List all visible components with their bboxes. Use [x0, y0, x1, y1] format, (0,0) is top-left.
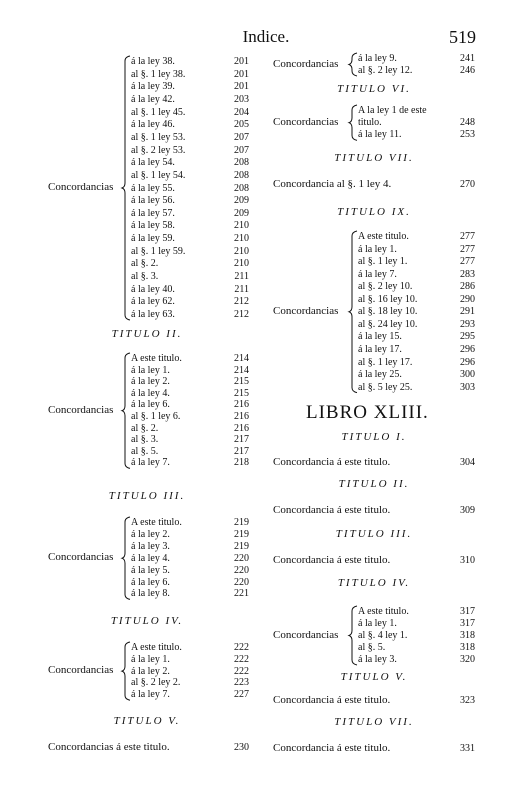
index-entry: al §. 3.	[131, 434, 159, 446]
page-ref: 246	[460, 65, 475, 76]
section-heading: TITULO VII.	[334, 152, 414, 164]
section-heading: TITULO V.	[113, 715, 181, 727]
page-ref: 227	[234, 689, 249, 701]
index-entry: á la ley 63.	[131, 309, 175, 320]
page-ref: 219	[234, 528, 249, 540]
index-entry: á la ley 4.	[131, 552, 170, 564]
page-ref: 277	[460, 256, 475, 268]
page-ref: 217	[234, 434, 249, 446]
page-ref: 300	[460, 369, 475, 381]
brace-icon	[349, 105, 359, 140]
page-ref: 216	[234, 411, 249, 422]
group-label: Concordancias	[48, 403, 114, 416]
index-entry: A este titulo.	[131, 642, 182, 653]
index-entry: al §. 2.	[131, 422, 159, 434]
page-ref: 208	[234, 169, 249, 181]
section-heading: TITULO I.	[341, 431, 407, 443]
page-ref: 210	[234, 258, 249, 270]
page-ref: 211	[234, 283, 249, 295]
index-entry: á la ley 57.	[131, 207, 175, 219]
page-ref: 323	[460, 695, 475, 706]
section-heading: TITULO III.	[108, 490, 186, 502]
page-ref: 207	[234, 144, 249, 156]
index-entry: al §. 1 ley 45.	[131, 106, 186, 118]
page-ref: 296	[460, 343, 475, 355]
page-ref: 221	[234, 588, 249, 600]
index-entry: á la ley 4.	[131, 387, 170, 399]
page-ref: 310	[460, 555, 475, 566]
index-entry: al §. 1 ley 54.	[131, 169, 186, 181]
page-ref: 320	[460, 654, 475, 665]
page-ref: 277	[460, 243, 475, 255]
index-entry: al §. 1 ley 1.	[358, 256, 408, 268]
section-heading: TITULO II.	[338, 478, 410, 490]
page-ref: 286	[460, 281, 475, 293]
page-ref: 317	[460, 618, 475, 629]
index-entry: al §. 24 ley 10.	[358, 318, 418, 330]
page-ref: 212	[234, 296, 249, 308]
page-ref: 253	[460, 129, 475, 141]
index-entry: al §. 1 ley 38.	[131, 68, 186, 80]
index-entry: al §. 4 ley 1.	[358, 630, 408, 641]
page-ref: 201	[234, 68, 249, 80]
index-entry: Concordancia á este titulo.	[273, 504, 391, 516]
group-label: Concordancias	[273, 628, 339, 641]
index-entry: á la ley 58.	[131, 220, 175, 232]
index-entry: á la ley 46.	[131, 119, 175, 131]
index-entry: á la ley 7.	[358, 268, 397, 280]
brace-icon	[122, 642, 132, 700]
page-ref: 216	[234, 399, 249, 411]
page-ref: 203	[234, 93, 249, 105]
section-heading: TITULO IX.	[337, 206, 411, 218]
group-label: Concordancias	[48, 181, 114, 193]
index-entry: á la ley 1.	[358, 243, 397, 255]
page-ref: 210	[234, 233, 249, 245]
page-ref: 331	[460, 743, 475, 754]
index-entry: á la ley 2.	[131, 528, 170, 540]
index-entry: A este titulo.	[131, 353, 182, 364]
index-entry: Concordancias á este titulo.	[48, 741, 170, 753]
index-entry: á la ley 7.	[131, 457, 170, 469]
index-entry: á la ley 17.	[358, 343, 402, 355]
page-ref: 217	[234, 445, 249, 457]
index-entry: á la ley 1.	[131, 653, 170, 665]
page-ref: 201	[234, 56, 249, 67]
page-ref: 219	[234, 517, 249, 528]
index-entry: al §. 5.	[131, 445, 159, 457]
index-entry: al §. 2 ley 10.	[358, 281, 413, 293]
page-ref: 222	[234, 653, 249, 665]
index-entry: al §. 2 ley 2.	[131, 677, 181, 689]
brace-icon	[122, 56, 132, 320]
index-entry: á la ley 1.	[131, 364, 170, 376]
index-entry: á la ley 62.	[131, 296, 175, 308]
page-ref: 209	[234, 195, 249, 207]
index-entry: al §. 1 ley 6.	[131, 411, 181, 422]
index-entry: á la ley 56.	[131, 195, 175, 207]
page-ref: 207	[234, 131, 249, 143]
index-entry: al §. 18 ley 10.	[358, 306, 418, 318]
page-ref: 291	[460, 306, 475, 318]
brace-icon	[349, 606, 359, 665]
index-entry: á la ley 39.	[131, 81, 175, 93]
page-ref: 304	[460, 457, 475, 468]
page-ref: 216	[234, 422, 249, 434]
index-entry: A este titulo.	[358, 606, 409, 617]
page-ref: 215	[234, 387, 249, 399]
section-heading: TITULO IV.	[337, 577, 411, 589]
page-ref: 210	[234, 245, 249, 257]
page-number: 519	[449, 27, 476, 47]
page-ref: 277	[460, 231, 475, 242]
brace-icon	[122, 353, 132, 468]
page-ref: 270	[460, 179, 475, 190]
group-label: Concordancias	[273, 57, 339, 70]
page-ref: 214	[234, 364, 249, 376]
page-ref: 295	[460, 331, 475, 343]
page-ref: 309	[460, 505, 475, 516]
page-ref: 204	[234, 106, 249, 118]
index-entry: A este titulo.	[131, 517, 182, 528]
index-entry: al §. 2 ley 12.	[358, 65, 413, 76]
index-entry: á la ley 38.	[131, 56, 175, 67]
index-entry: á la ley 42.	[131, 93, 175, 105]
page-ref: 205	[234, 119, 249, 131]
page-ref: 223	[234, 677, 249, 689]
index-entry: á la ley 3.	[358, 654, 397, 665]
page-ref: 290	[460, 293, 475, 305]
page-ref: 318	[460, 630, 475, 641]
index-entry: A la ley 1 de este	[358, 105, 427, 116]
index-entry: A este titulo.	[358, 231, 409, 242]
section-heading: TITULO V.	[340, 671, 408, 683]
group-label: Concordancias	[48, 664, 114, 677]
index-entry: á la ley 3.	[131, 540, 170, 552]
index-entry: á la ley 11.	[358, 129, 402, 141]
page-ref: 211	[234, 271, 249, 283]
page-ref: 317	[460, 606, 475, 617]
index-entry: Concordancia á este titulo.	[273, 554, 391, 566]
index-entry: al §. 16 ley 10.	[358, 293, 418, 305]
index-entry: Concordancia á este titulo.	[273, 694, 391, 706]
index-entry: Concordancia al §. 1 ley 4.	[273, 178, 392, 190]
index-entry: á la ley 6.	[131, 399, 170, 411]
index-entry: al §. 2 ley 53.	[131, 144, 186, 156]
index-entry: á la ley 25.	[358, 369, 402, 381]
page-ref: 208	[234, 182, 249, 194]
index-entry: al §. 1 ley 17.	[358, 356, 413, 368]
section-heading: TITULO III.	[335, 528, 413, 540]
section-heading: TITULO VII.	[334, 716, 414, 728]
page-ref: 248	[460, 117, 475, 129]
group-label: Concordancias	[48, 551, 114, 564]
page-ref: 220	[234, 564, 249, 576]
page-ref: 209	[234, 207, 249, 219]
index-entry: á la ley 2.	[131, 376, 170, 388]
brace-icon	[122, 517, 132, 599]
page-ref: 318	[460, 642, 475, 653]
page-ref: 230	[234, 742, 249, 753]
index-entry: á la ley 7.	[131, 689, 170, 701]
book-heading: LIBRO XLIII.	[306, 402, 429, 423]
index-entry: á la ley 59.	[131, 233, 175, 245]
page-title: Indice.	[242, 27, 290, 46]
page-ref: 219	[234, 540, 249, 552]
page-ref: 220	[234, 552, 249, 564]
index-entry: á la ley 8.	[131, 588, 170, 600]
index-entry: al §. 5 ley 25.	[358, 381, 413, 393]
index-entry: al §. 3.	[131, 271, 159, 283]
index-entry: á la ley 5.	[131, 564, 170, 576]
page-ref: 241	[460, 53, 475, 64]
page-ref: 215	[234, 376, 249, 388]
page-ref: 218	[234, 457, 249, 469]
page-ref: 214	[234, 353, 249, 364]
index-entry: Concordancia á este titulo.	[273, 742, 391, 754]
index-entry: á la ley 15.	[358, 331, 402, 343]
index-entry: Concordancia á este titulo.	[273, 456, 391, 468]
index-entry: á la ley 55.	[131, 182, 175, 194]
page-ref: 303	[460, 381, 475, 393]
brace-icon	[349, 53, 359, 76]
index-entry: á la ley 40.	[131, 283, 175, 295]
index-entry: á la ley 9.	[358, 53, 397, 64]
page-ref: 222	[234, 665, 249, 677]
section-heading: TITULO IV.	[110, 615, 184, 627]
index-entry: á la ley 6.	[131, 576, 170, 588]
page-ref: 210	[234, 220, 249, 232]
page-ref: 283	[460, 268, 475, 280]
group-label: Concordancias	[273, 115, 339, 128]
index-entry: al §. 5.	[358, 642, 386, 653]
page-ref: 222	[234, 642, 249, 653]
index-entry: al §. 1 ley 53.	[131, 131, 186, 143]
index-entry: al §. 2.	[131, 258, 159, 270]
page-ref: 220	[234, 576, 249, 588]
page-ref: 212	[234, 309, 249, 320]
section-heading: TITULO II.	[111, 328, 183, 340]
page-ref: 201	[234, 81, 249, 93]
index-entry: á la ley 2.	[131, 665, 170, 677]
index-entry: á la ley 1.	[358, 618, 397, 629]
page-ref: 296	[460, 356, 475, 368]
section-heading: TITULO VI.	[337, 83, 411, 95]
index-entry: titulo.	[358, 117, 382, 129]
brace-icon	[349, 231, 359, 393]
index-entry: á la ley 54.	[131, 157, 175, 169]
page-ref: 293	[460, 318, 475, 330]
page-ref: 208	[234, 157, 249, 169]
index-entry: al §. 1 ley 59.	[131, 245, 186, 257]
group-label: Concordancias	[273, 304, 339, 317]
